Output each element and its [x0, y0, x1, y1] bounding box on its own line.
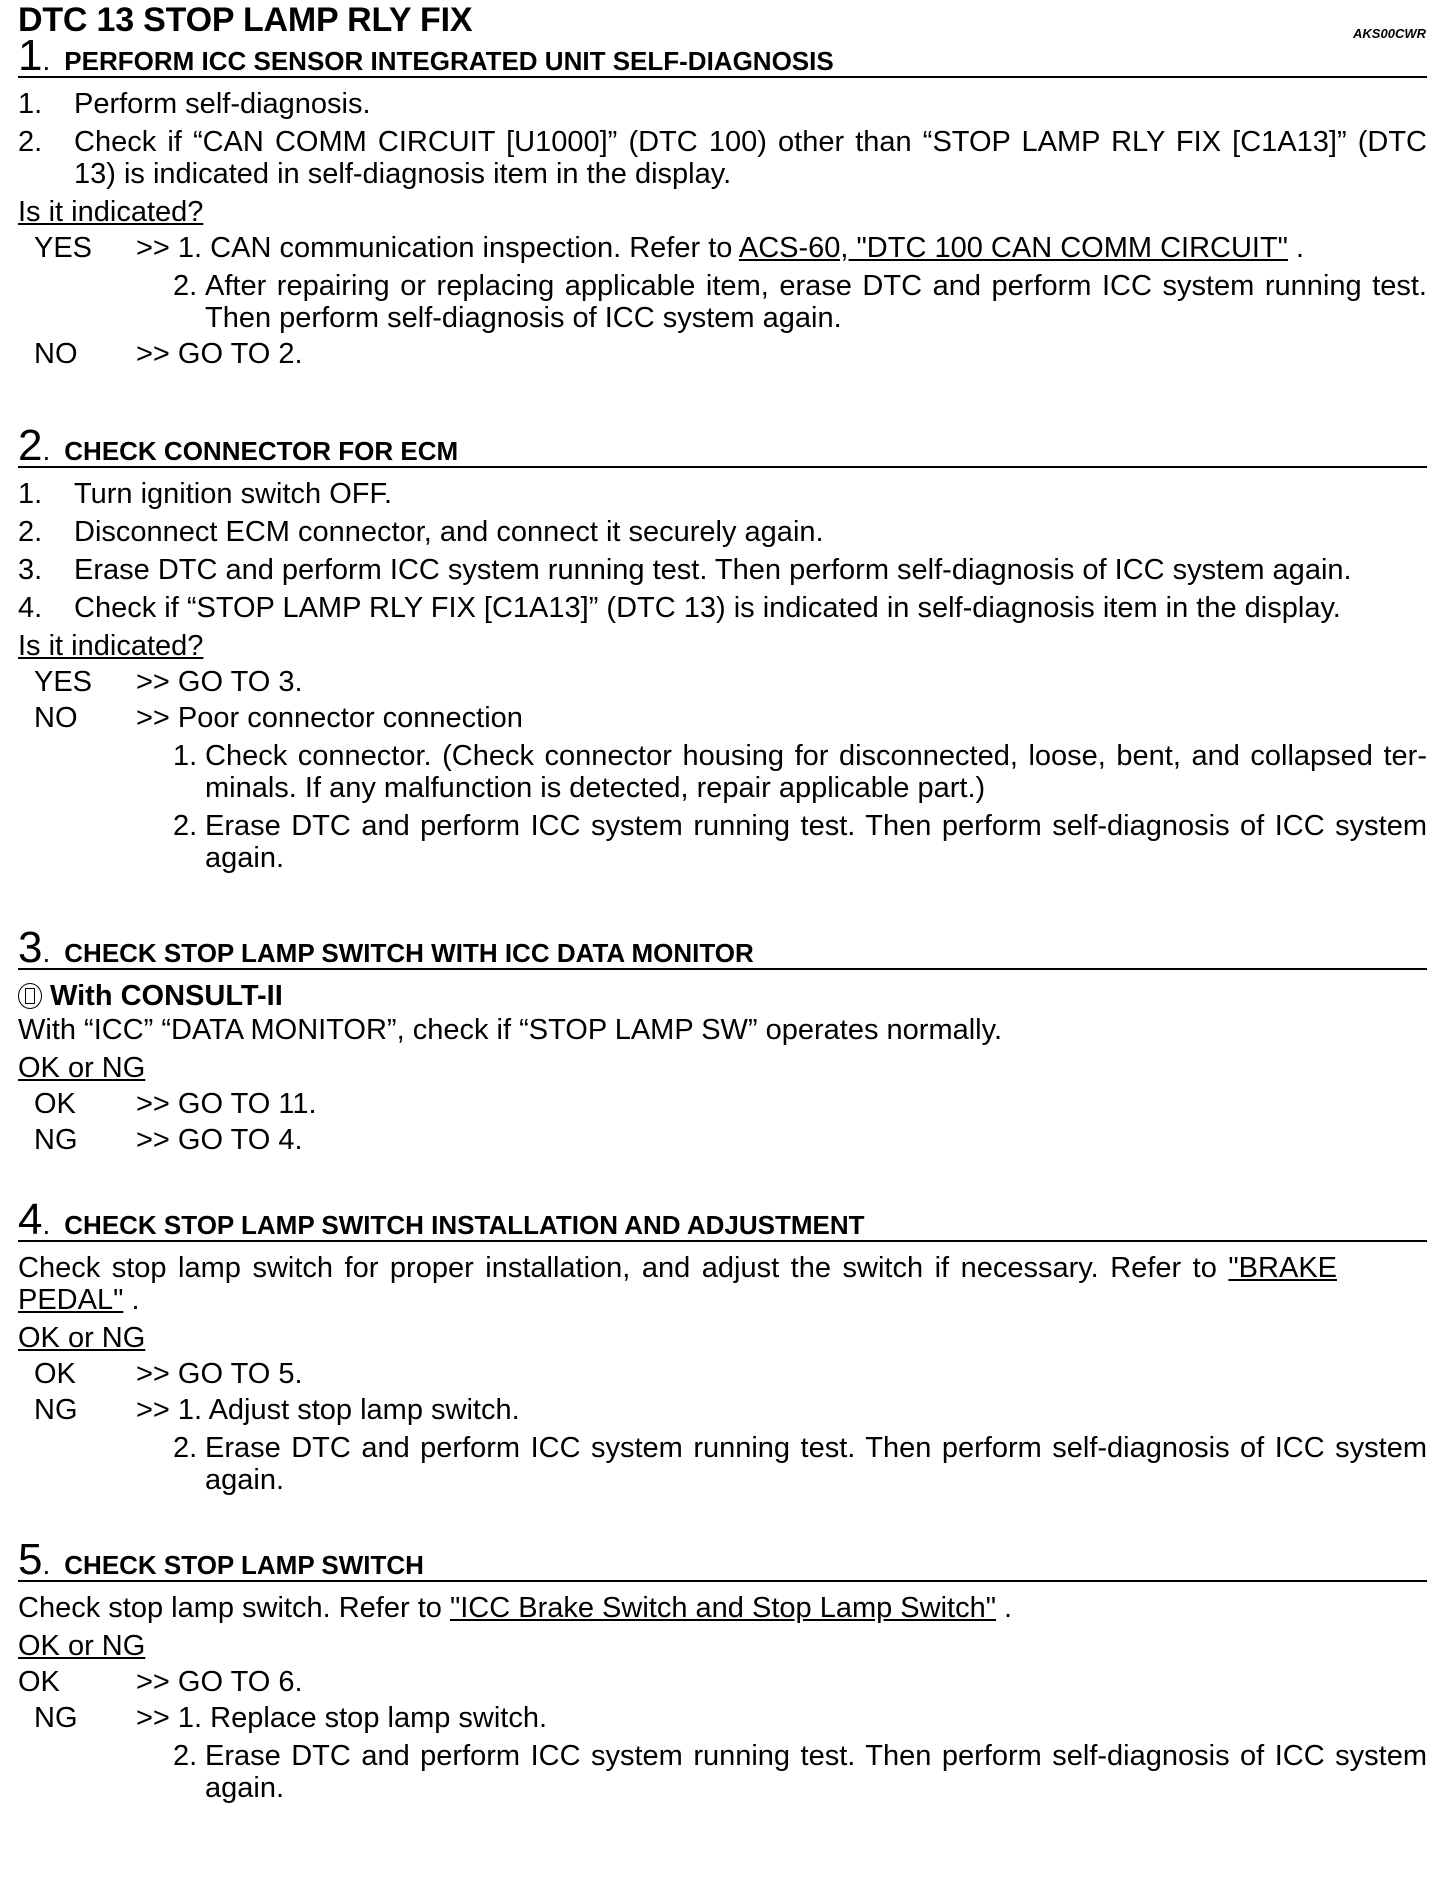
section-5: [18, 1535, 1427, 1804]
answer-no: NO >> Poor connector connection: [34, 702, 523, 734]
section-number: 5: [18, 1535, 43, 1584]
section-title: CHECK CONNECTOR FOR ECM: [64, 436, 459, 466]
section-4: [18, 1195, 1427, 1496]
consult-note: [18, 980, 1427, 1012]
instruction-text: With “ICC” “DATA MONITOR”, check if “STOP LAMP SW” operates normally.: [18, 1014, 1003, 1046]
section-3: [18, 923, 1427, 1156]
section-title: PERFORM ICC SENSOR INTEGRATED UNIT SELF-DIAGNOSIS: [64, 46, 834, 76]
question: Is it indicated?: [18, 196, 204, 228]
section-title: CHECK STOP LAMP SWITCH INSTALLATION AND ADJUSTMENT: [64, 1210, 865, 1240]
reference-link[interactable]: ACS-60, "DTC 100 CAN COMM CIRCUIT": [738, 232, 1288, 264]
section-2: [18, 421, 1427, 874]
answer-ok: OK >> GO TO 11.: [34, 1088, 317, 1120]
section-title: CHECK STOP LAMP SWITCH WITH ICC DATA MONITOR: [64, 938, 754, 968]
reference-link[interactable]: "BRAKE PEDAL": [18, 1252, 1337, 1316]
consult-tool-icon: [18, 983, 42, 1009]
answer-ng: NG >> 1. Adjust stop lamp switch.: [34, 1394, 520, 1426]
step: 3. Erase DTC and perform ICC system running test. Then perform self-diagnosis of ICC system again.: [18, 554, 1352, 586]
section-header: 3 . CHECK STOP LAMP SWITCH WITH ICC DATA MONITOR: [18, 928, 1427, 970]
section-number: 3: [18, 923, 43, 972]
sub-step: 2. After repairing or replacing applicable item, erase DTC and perform ICC system running test. Then perform self-diagnosis of ICC system again.: [173, 270, 1427, 334]
section-number: 2: [18, 421, 43, 470]
step: 4. Check if “STOP LAMP RLY FIX [C1A13]” (DTC 13) is indicated in self-diagnosis item in the display.: [18, 592, 1341, 624]
sub-step: 1. Check connector. (Check connector housing for disconnected, loose, bent, and collapsed ter-minals. If any malfunction is detected, repair applicable part.): [173, 740, 1427, 804]
page-title: DTC 13 STOP LAMP RLY FIX: [18, 1, 473, 39]
question: Is it indicated?: [18, 630, 204, 662]
section-title: CHECK STOP LAMP SWITCH: [64, 1550, 424, 1580]
instruction-text: Check stop lamp switch. Refer to "ICC Brake Switch and Stop Lamp Switch" .: [18, 1592, 1013, 1624]
instruction-text: Check stop lamp switch for proper installation, and adjust the switch if necessary. Refer to "BRAKE PEDAL" .: [18, 1252, 1337, 1316]
answer-ok: OK >> GO TO 5.: [34, 1358, 303, 1390]
step: 1. Perform self-diagnosis.: [18, 88, 371, 120]
question: OK or NG: [18, 1052, 146, 1084]
answer-ok: OK >> GO TO 6.: [18, 1666, 303, 1698]
section-header: 2 . CHECK CONNECTOR FOR ECM: [18, 426, 1427, 468]
section-number: 4: [18, 1195, 43, 1244]
answer-ng: NG >> GO TO 4.: [34, 1124, 303, 1156]
step: 2. Disconnect ECM connector, and connect it securely again.: [18, 516, 824, 548]
section-number: 1: [18, 31, 43, 80]
question: OK or NG: [18, 1630, 146, 1662]
section-header: 1 . PERFORM ICC SENSOR INTEGRATED UNIT SELF-DIAGNOSIS: [18, 36, 1427, 78]
sub-step: 2. Erase DTC and perform ICC system running test. Then perform self-diagnosis of ICC system again.: [173, 1740, 1427, 1804]
document-code: AKS00CWR: [1353, 26, 1426, 41]
section-header: 5 . CHECK STOP LAMP SWITCH: [18, 1540, 1427, 1582]
answer-ng: NG >> 1. Replace stop lamp switch.: [34, 1702, 548, 1734]
section-header: 4 . CHECK STOP LAMP SWITCH INSTALLATION AND ADJUSTMENT: [18, 1200, 1427, 1242]
consult-label: With CONSULT-II: [50, 980, 283, 1012]
answer-yes: YES >> 1. CAN communication inspection. Refer to ACS-60, "DTC 100 CAN COMM CIRCUIT" .: [34, 232, 1305, 264]
answer-no: NO >> GO TO 2.: [34, 338, 303, 370]
answer-yes: YES >> GO TO 3.: [34, 666, 303, 698]
step: 1. Turn ignition switch OFF.: [18, 478, 393, 510]
sub-step: 2. Erase DTC and perform ICC system running test. Then perform self-diagnosis of ICC system again.: [173, 810, 1427, 874]
step: 2. Check if “CAN COMM CIRCUIT [U1000]” (DTC 100) other than “STOP LAMP RLY FIX [C1A13]” (DTC 13) is indicated in self-diagnosis item in the display.: [18, 126, 1427, 190]
question: OK or NG: [18, 1322, 146, 1354]
sub-step: 2. Erase DTC and perform ICC system running test. Then perform self-diagnosis of ICC system again.: [173, 1432, 1427, 1496]
reference-link[interactable]: "ICC Brake Switch and Stop Lamp Switch": [449, 1592, 996, 1624]
